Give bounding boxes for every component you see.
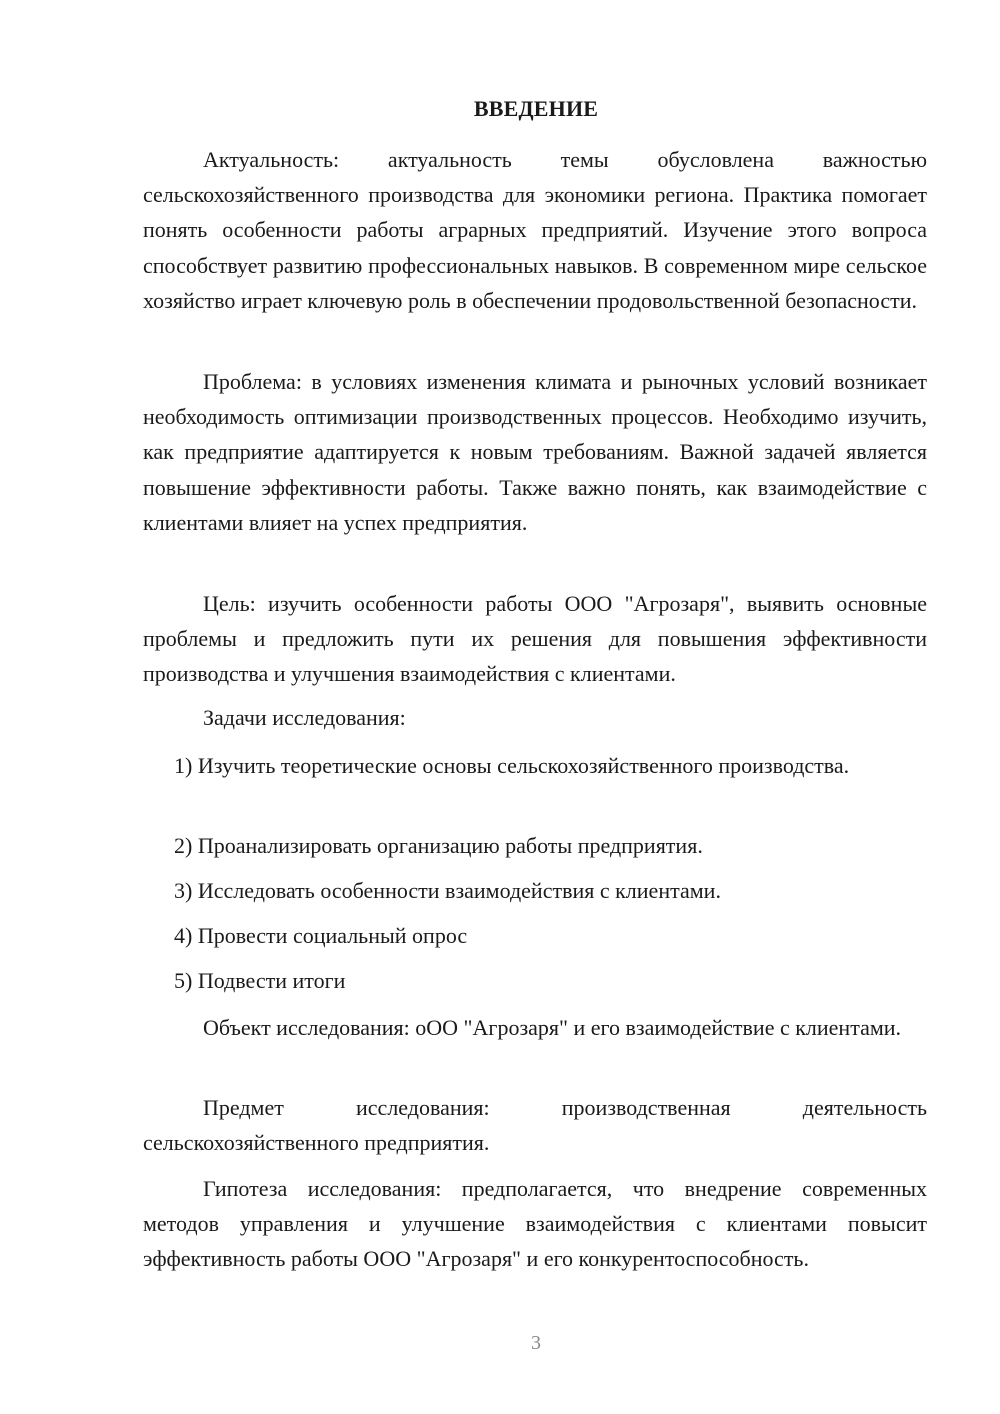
page-number: 3 — [531, 1332, 541, 1354]
task-item-3: 3) Исследовать особенности взаимодействия с клиентами. — [174, 878, 721, 903]
section-heading: ВВЕДЕНИЕ — [473, 96, 599, 121]
task-item-2: 2) Проанализировать организацию работы предприятия. — [174, 833, 703, 858]
task-item-4: 4) Провести социальный опрос — [174, 923, 468, 948]
goal-paragraph: Цель: изучить особенности работы ООО "Агрозаря", выявить основные проблемы и предложить пути их решения для повышения эффективности производства и улучшения взаимодействия с клиентами. — [143, 591, 927, 687]
subject-paragraph: Предмет исследования: производственная деятельность сельскохозяйственного предприятия. — [143, 1095, 927, 1156]
object-paragraph: Объект исследования: оОО "Агрозаря" и его взаимодействие с клиентами. — [203, 1015, 902, 1040]
relevance-paragraph: Актуальность: актуальность темы обусловлена важностью сельскохозяйственного производства для экономики региона. Практика помогает понять особенности работы аграрных предприятий. Изучение этого вопроса способствует развитию профессиональных навыков. В современном мире сельское хозяйство играет ключевую роль в обеспечении продовольственной безопасности. — [143, 147, 927, 313]
task-item-1: 1) Изучить теоретические основы сельскохозяйственного производства. — [174, 753, 850, 778]
tasks-title: Задачи исследования: — [203, 705, 406, 730]
hypothesis-paragraph: Гипотеза исследования: предполагается, что внедрение современных методов управления и улучшение взаимодействия с клиентами повысит эффективность работы ООО "Агрозаря" и его конкурентоспособность. — [143, 1176, 927, 1272]
problem-paragraph: Проблема: в условиях изменения климата и рыночных условий возникает необходимость оптимизации производственных процессов. Необходимо изучить, как предприятие адаптируется к новым требованиям. Важной задачей является повышение эффективности работы. Также важно понять, как взаимодействие с клиентами влияет на успех предприятия. — [143, 369, 927, 535]
task-item-5: 5) Подвести итоги — [174, 968, 346, 993]
